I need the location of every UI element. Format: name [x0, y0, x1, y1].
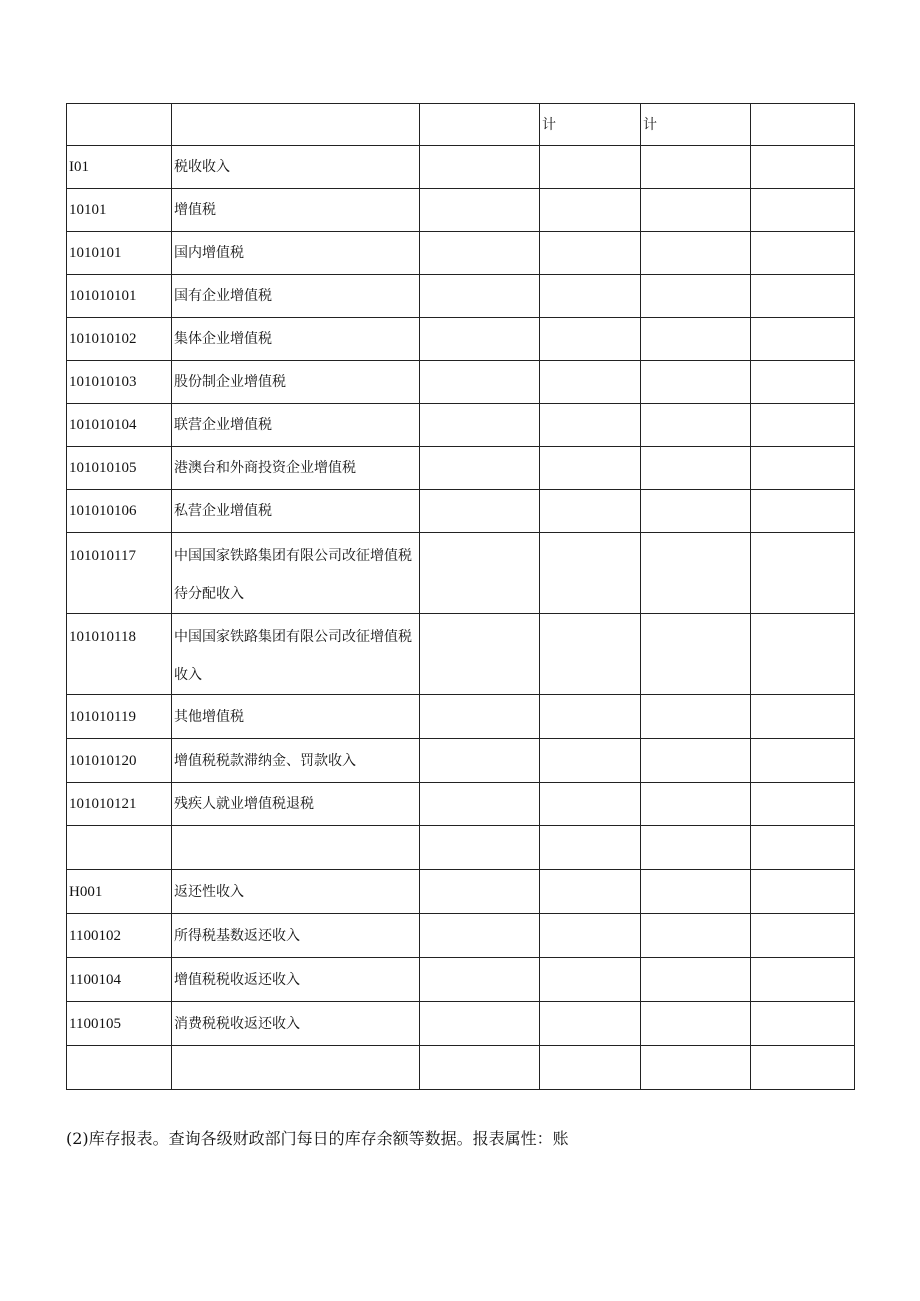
empty-cell [420, 739, 540, 783]
empty-cell [540, 914, 641, 958]
row-name: 增值税税收返还收入 [172, 958, 420, 1002]
empty-cell [641, 1002, 751, 1046]
empty-cell [540, 232, 641, 275]
empty-cell [540, 533, 641, 614]
empty-cell [420, 826, 540, 870]
empty-cell [751, 318, 855, 361]
row-code: 1100102 [67, 914, 172, 958]
empty-cell [751, 232, 855, 275]
row-name: 增值税 [172, 189, 420, 232]
row-name: 税收收入 [172, 146, 420, 189]
header-cell [420, 104, 540, 146]
row-name: 集体企业增值税 [172, 318, 420, 361]
empty-cell [641, 783, 751, 826]
row-code: I01 [67, 146, 172, 189]
row-name: 所得税基数返还收入 [172, 914, 420, 958]
table-row [67, 318, 855, 361]
row-code: 101010103 [67, 361, 172, 404]
empty-cell [420, 958, 540, 1002]
table-row [67, 533, 855, 614]
empty-cell [641, 361, 751, 404]
row-code: 101010121 [67, 783, 172, 826]
empty-cell [420, 447, 540, 490]
empty-cell [641, 533, 751, 614]
row-name [172, 1046, 420, 1090]
empty-cell [420, 783, 540, 826]
empty-cell [540, 447, 641, 490]
empty-cell [751, 1046, 855, 1090]
empty-cell [751, 447, 855, 490]
empty-cell [751, 361, 855, 404]
empty-cell [641, 958, 751, 1002]
empty-cell [751, 695, 855, 739]
empty-cell [540, 958, 641, 1002]
table-row [67, 739, 855, 783]
empty-cell [420, 695, 540, 739]
row-name: 国内增值税 [172, 232, 420, 275]
row-name: 私营企业增值税 [172, 490, 420, 533]
empty-cell [751, 870, 855, 914]
row-name: 中国国家铁路集团有限公司改征增值税收入 [172, 614, 420, 695]
empty-cell [751, 275, 855, 318]
table-row [67, 614, 855, 695]
empty-cell [641, 275, 751, 318]
table-row [67, 870, 855, 914]
empty-cell [420, 361, 540, 404]
empty-cell [420, 232, 540, 275]
empty-cell [641, 189, 751, 232]
table-row [67, 232, 855, 275]
section-paragraph: (2)库存报表。查询各级财政部门每日的库存余额等数据。报表属性：账 [66, 1129, 569, 1148]
empty-cell [540, 1046, 641, 1090]
empty-cell [641, 232, 751, 275]
row-code: 101010106 [67, 490, 172, 533]
empty-cell [751, 739, 855, 783]
table-row [67, 914, 855, 958]
revenue-table [66, 103, 855, 1090]
empty-cell [420, 914, 540, 958]
empty-cell [540, 695, 641, 739]
row-code: 101010102 [67, 318, 172, 361]
empty-cell [751, 614, 855, 695]
header-cell [67, 104, 172, 146]
empty-cell [420, 318, 540, 361]
empty-cell [540, 361, 641, 404]
empty-cell [420, 870, 540, 914]
empty-cell [420, 490, 540, 533]
table-row [67, 826, 855, 870]
row-code: 1100105 [67, 1002, 172, 1046]
row-code: 101010101 [67, 275, 172, 318]
empty-cell [641, 146, 751, 189]
empty-cell [751, 146, 855, 189]
empty-cell [751, 1002, 855, 1046]
empty-cell [641, 695, 751, 739]
empty-cell [540, 146, 641, 189]
row-name: 残疾人就业增值税退税 [172, 783, 420, 826]
empty-cell [751, 533, 855, 614]
table-row [67, 958, 855, 1002]
empty-cell [540, 189, 641, 232]
row-code: 1100104 [67, 958, 172, 1002]
empty-cell [641, 447, 751, 490]
table-row [67, 490, 855, 533]
table-row [67, 189, 855, 232]
table-header-row [67, 104, 855, 146]
row-name: 返还性收入 [172, 870, 420, 914]
table-row [67, 695, 855, 739]
empty-cell [751, 783, 855, 826]
header-cell: 计 [641, 104, 751, 146]
empty-cell [751, 958, 855, 1002]
row-code: 101010105 [67, 447, 172, 490]
empty-cell [540, 614, 641, 695]
empty-cell [540, 490, 641, 533]
row-code: 101010117 [67, 533, 172, 614]
empty-cell [641, 318, 751, 361]
row-code: 101010118 [67, 614, 172, 695]
row-code: 101010120 [67, 739, 172, 783]
row-name: 国有企业增值税 [172, 275, 420, 318]
row-code: H001 [67, 870, 172, 914]
empty-cell [641, 870, 751, 914]
empty-cell [751, 826, 855, 870]
row-code: 1010101 [67, 232, 172, 275]
empty-cell [641, 614, 751, 695]
empty-cell [641, 490, 751, 533]
table-row [67, 146, 855, 189]
table-row [67, 783, 855, 826]
row-name [172, 826, 420, 870]
empty-cell [540, 870, 641, 914]
row-name: 股份制企业增值税 [172, 361, 420, 404]
table-row [67, 361, 855, 404]
empty-cell [540, 739, 641, 783]
row-code: 101010104 [67, 404, 172, 447]
empty-cell [420, 614, 540, 695]
row-name: 联营企业增值税 [172, 404, 420, 447]
row-code: 101010119 [67, 695, 172, 739]
table-row [67, 275, 855, 318]
empty-cell [420, 1046, 540, 1090]
empty-cell [420, 1002, 540, 1046]
row-name: 中国国家铁路集团有限公司改征增值税待分配收入 [172, 533, 420, 614]
row-code [67, 826, 172, 870]
row-name: 港澳台和外商投资企业增值税 [172, 447, 420, 490]
empty-cell [420, 146, 540, 189]
empty-cell [540, 1002, 641, 1046]
empty-cell [641, 404, 751, 447]
row-code: 10101 [67, 189, 172, 232]
table-row [67, 404, 855, 447]
empty-cell [540, 826, 641, 870]
empty-cell [420, 533, 540, 614]
empty-cell [420, 189, 540, 232]
row-name: 增值税税款滞纳金、罚款收入 [172, 739, 420, 783]
empty-cell [420, 275, 540, 318]
row-code [67, 1046, 172, 1090]
empty-cell [641, 739, 751, 783]
row-name: 其他增值税 [172, 695, 420, 739]
table-row [67, 447, 855, 490]
empty-cell [540, 318, 641, 361]
empty-cell [641, 826, 751, 870]
empty-cell [751, 189, 855, 232]
empty-cell [751, 404, 855, 447]
row-name: 消费税税收返还收入 [172, 1002, 420, 1046]
header-cell: 计 [540, 104, 641, 146]
empty-cell [751, 490, 855, 533]
empty-cell [751, 914, 855, 958]
table-row [67, 1046, 855, 1090]
empty-cell [641, 914, 751, 958]
empty-cell [540, 404, 641, 447]
header-cell [172, 104, 420, 146]
header-cell [751, 104, 855, 146]
empty-cell [641, 1046, 751, 1090]
table-row [67, 1002, 855, 1046]
empty-cell [540, 783, 641, 826]
empty-cell [420, 404, 540, 447]
empty-cell [540, 275, 641, 318]
